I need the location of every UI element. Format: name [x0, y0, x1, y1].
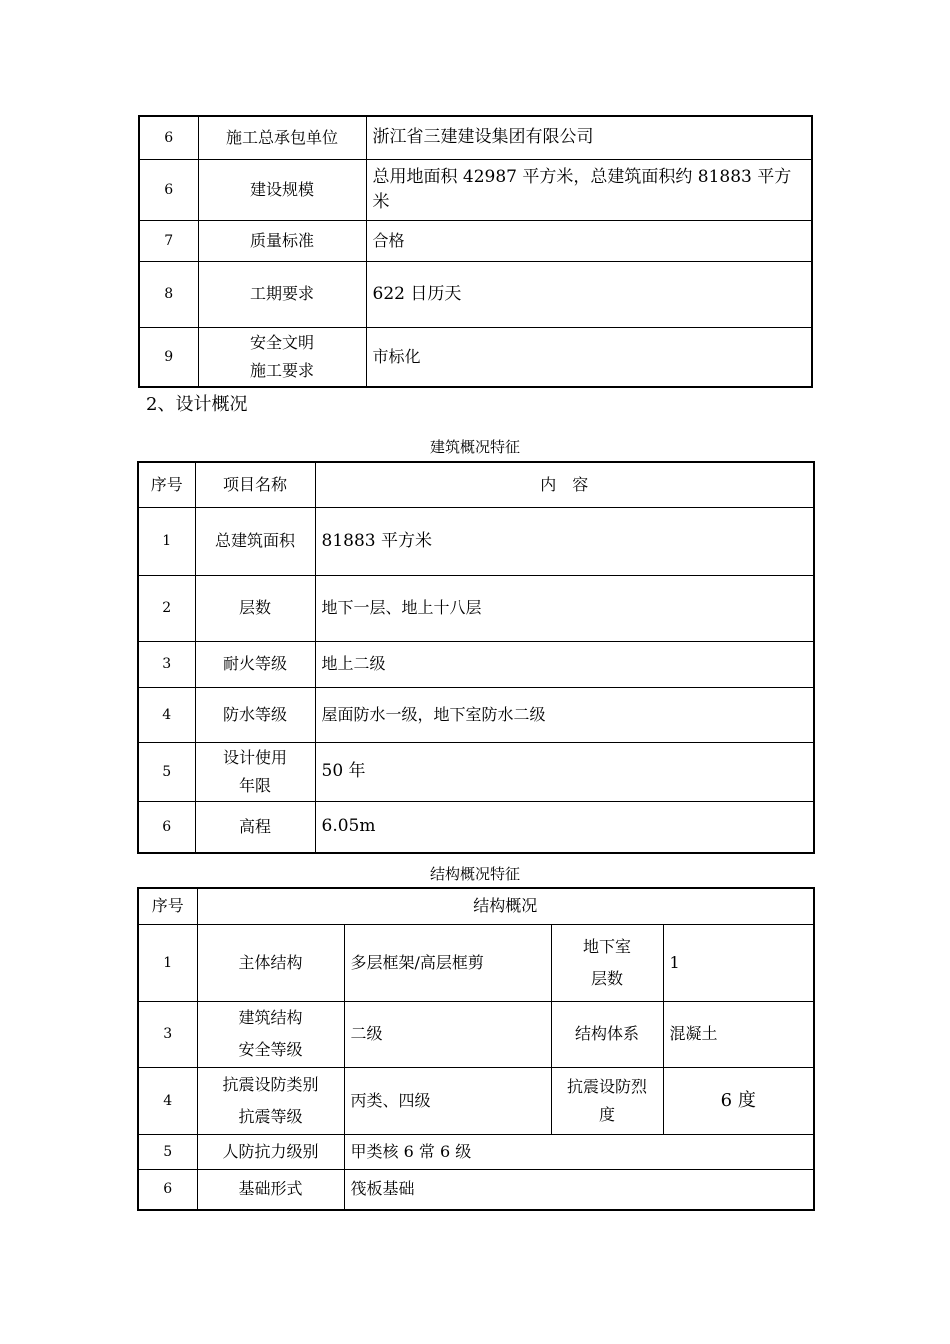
item-value: 合格 — [366, 220, 812, 261]
table-row — [138, 1169, 814, 1210]
item-value: 屋面防水一级，地下室防水二级 — [315, 687, 814, 742]
item-label-line1: 安全文明 — [249, 332, 314, 352]
item-name: 层数 — [195, 575, 315, 641]
table-row — [138, 687, 814, 742]
item-name: 人防抗力级别 — [197, 1134, 344, 1169]
table-row — [138, 575, 814, 641]
row-number: 3 — [138, 641, 195, 687]
row-number: 6 — [138, 1169, 197, 1210]
header-content: 内 容 — [315, 462, 814, 507]
item-name: 防水等级 — [195, 687, 315, 742]
item-name: 主体结构 — [197, 924, 344, 1001]
row-number: 5 — [138, 1134, 197, 1169]
table-row — [139, 159, 812, 220]
table-row — [138, 801, 814, 853]
table-row — [138, 1001, 814, 1067]
table-row — [139, 327, 812, 387]
item-label: 建设规模 — [198, 159, 366, 220]
item-value: 总用地面积 42987 平方米，总建筑面积约 81883 平方米 — [366, 159, 812, 220]
item-name: 耐火等级 — [195, 641, 315, 687]
row-number: 4 — [138, 687, 195, 742]
item-name: 总建筑面积 — [195, 507, 315, 575]
item-value-2: 1 — [663, 924, 814, 1001]
row-number: 6 — [139, 159, 198, 220]
item-name — [197, 1001, 344, 1067]
item-name-line1: 抗震设防类别 — [222, 1074, 319, 1094]
item-name-2-line2: 层数 — [590, 968, 623, 988]
item-value-2: 6 度 — [663, 1067, 814, 1134]
row-number: 3 — [138, 1001, 197, 1067]
header-number: 序号 — [138, 462, 195, 507]
table-row — [138, 641, 814, 687]
item-label-line2: 施工要求 — [249, 360, 314, 380]
item-value: 地上二级 — [315, 641, 814, 687]
item-value: 622 日历天 — [366, 261, 812, 327]
row-number: 7 — [139, 220, 198, 261]
item-value: 筏板基础 — [344, 1169, 814, 1210]
item-name-2-line1: 抗震设防烈 — [566, 1076, 647, 1096]
table-row — [138, 507, 814, 575]
item-name: 高程 — [195, 801, 315, 853]
table-row — [139, 261, 812, 327]
item-name — [197, 1067, 344, 1134]
item-label: 质量标准 — [198, 220, 366, 261]
item-label — [198, 327, 366, 387]
item-name-2 — [551, 924, 663, 1001]
item-name-line1: 建筑结构 — [238, 1008, 303, 1027]
item-value: 二级 — [344, 1001, 551, 1067]
item-name-2: 结构体系 — [551, 1001, 663, 1067]
row-number: 2 — [138, 575, 195, 641]
item-name-2-line2: 度 — [598, 1104, 615, 1124]
item-value: 地下一层、地上十八层 — [315, 575, 814, 641]
row-number: 1 — [138, 507, 195, 575]
row-number: 5 — [138, 742, 195, 801]
table-row — [138, 924, 814, 1001]
header-row — [138, 888, 814, 924]
item-value: 市标化 — [366, 327, 812, 387]
header-name: 项目名称 — [195, 462, 315, 507]
row-number: 9 — [139, 327, 198, 387]
structure-overview-table — [137, 887, 815, 1211]
table-row — [138, 1067, 814, 1134]
item-value: 浙江省三建建设集团有限公司 — [366, 116, 812, 159]
row-number: 1 — [138, 924, 197, 1001]
row-number: 8 — [139, 261, 198, 327]
section-heading: 2、设计概况 — [146, 394, 248, 415]
item-value: 丙类、四级 — [344, 1067, 551, 1134]
item-label: 工期要求 — [198, 261, 366, 327]
header-overview: 结构概况 — [197, 888, 814, 924]
item-name-line1: 设计使用 — [222, 747, 287, 767]
item-name-line2: 安全等级 — [238, 1040, 303, 1059]
item-name-2 — [551, 1067, 663, 1134]
item-value: 81883 平方米 — [315, 507, 814, 575]
header-row — [138, 462, 814, 507]
table-row — [139, 116, 812, 159]
item-name: 基础形式 — [197, 1169, 344, 1210]
project-info-table — [138, 115, 813, 388]
item-value-2: 混凝土 — [663, 1001, 814, 1067]
item-value: 6.05m — [315, 801, 814, 853]
item-value: 50 年 — [315, 742, 814, 801]
table-row — [139, 220, 812, 261]
item-label: 施工总承包单位 — [198, 116, 366, 159]
item-name-2-line1: 地下室 — [582, 936, 631, 956]
item-value: 多层框架/高层框剪 — [344, 924, 551, 1001]
table-row — [138, 742, 814, 801]
header-number: 序号 — [138, 888, 197, 924]
row-number: 4 — [138, 1067, 197, 1134]
item-name-line2: 抗震等级 — [238, 1106, 303, 1126]
item-value: 甲类核 6 常 6 级 — [344, 1134, 814, 1169]
table-title: 结构概况特征 — [429, 865, 520, 883]
row-number: 6 — [138, 801, 195, 853]
item-name-line2: 年限 — [238, 775, 271, 795]
table-row — [138, 1134, 814, 1169]
row-number: 6 — [139, 116, 198, 159]
building-overview-table — [137, 461, 815, 854]
item-name — [195, 742, 315, 801]
table-title: 建筑概况特征 — [429, 438, 520, 456]
